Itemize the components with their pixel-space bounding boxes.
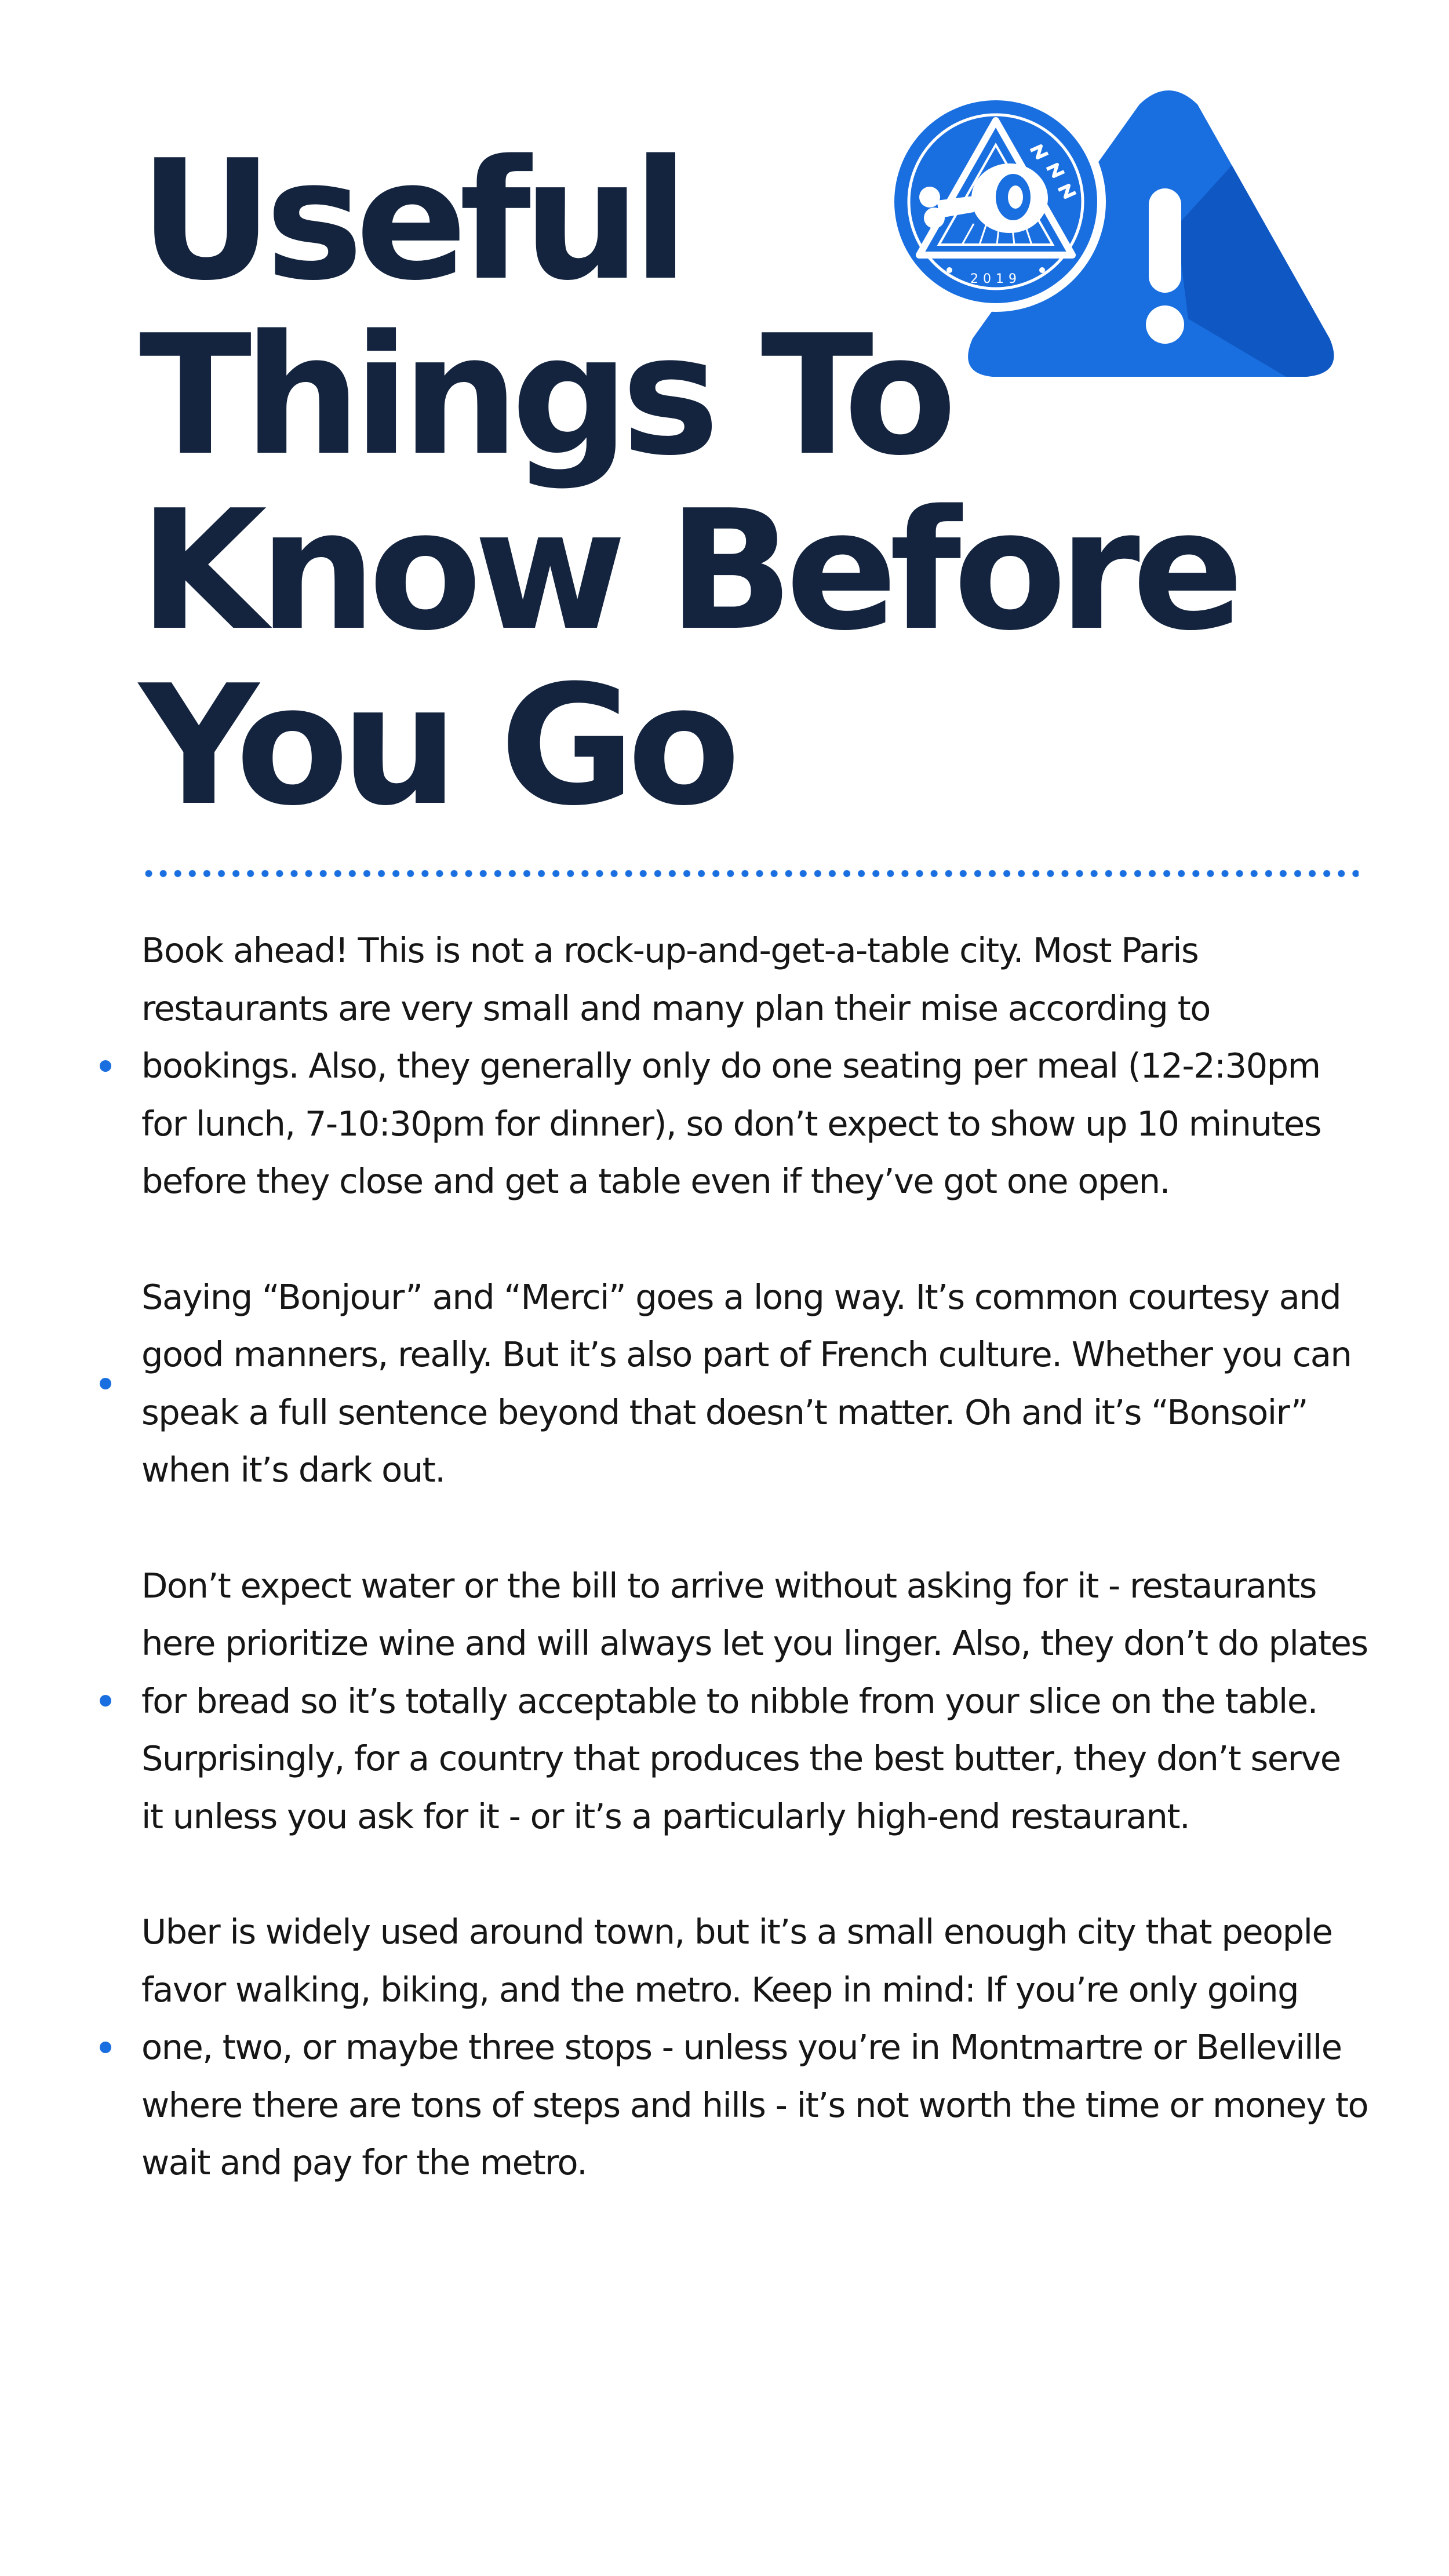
bullet-icon — [100, 1378, 111, 1389]
page-title-line: Useful — [139, 125, 681, 317]
dotted-divider — [141, 869, 1359, 878]
tip-text: Uber is widely used around town, but it’s a small enough city that people favor walking, biking, and the metro. Keep in mind: If you’re only going one, two, or maybe three stops - unless you’re in Montmartre or Belleville where there are tons of steps and hills - it’s not worth the time or money to wait and pay for the metro. — [141, 1912, 1368, 2182]
tip-text: Book ahead! This is not a rock-up-and-get-a-table city. Most Paris restaurants are very small and many plan their mise according to bookings. Also, they generally only do one seating per meal (12-2:30pm for lunch, 7-10:30pm for dinner), so don’t expect to show up 10 minutes before they close and get a table even if they’ve got one open. — [141, 930, 1321, 1201]
badge-year: 2019 — [970, 272, 1021, 286]
list-item — [0, 1268, 1449, 1499]
list-item — [0, 1557, 1449, 1846]
page-title-line: Know Before — [139, 475, 1236, 667]
exclamation-bar — [1149, 188, 1181, 293]
page-title-line: Things To — [139, 300, 949, 492]
list-item — [0, 922, 1449, 1210]
bullet-icon — [100, 1060, 111, 1072]
tip-text: Don’t expect water or the bill to arrive without asking for it - restaurants here prioritize wine and will always let you linger. Also, they don’t do plates for bread so it’s totally acceptable to nibble from your slice on the table. Surprisingly, for a country that produces the best butter, they don’t serve it unless you ask for it - or it’s a particularly high-end restaurant. — [141, 1565, 1368, 1836]
bullet-icon — [100, 1695, 111, 1707]
header-illustration — [887, 87, 1350, 429]
page-title-line: You Go — [139, 650, 733, 842]
tips-list — [0, 922, 1449, 2250]
exclamation-dot — [1146, 305, 1184, 344]
list-item — [0, 1903, 1449, 2192]
tip-text: Saying “Bonjour” and “Merci” goes a long way. It’s common courtesy and good manners, really. But it’s also part of French culture. Whether you can speak a full sentence beyond that doesn’t matter. Oh and it’s “Bonsoir” when it’s dark out. — [141, 1276, 1352, 1490]
bullet-icon — [100, 2042, 111, 2053]
meat-steak-badge-icon — [887, 92, 1106, 312]
